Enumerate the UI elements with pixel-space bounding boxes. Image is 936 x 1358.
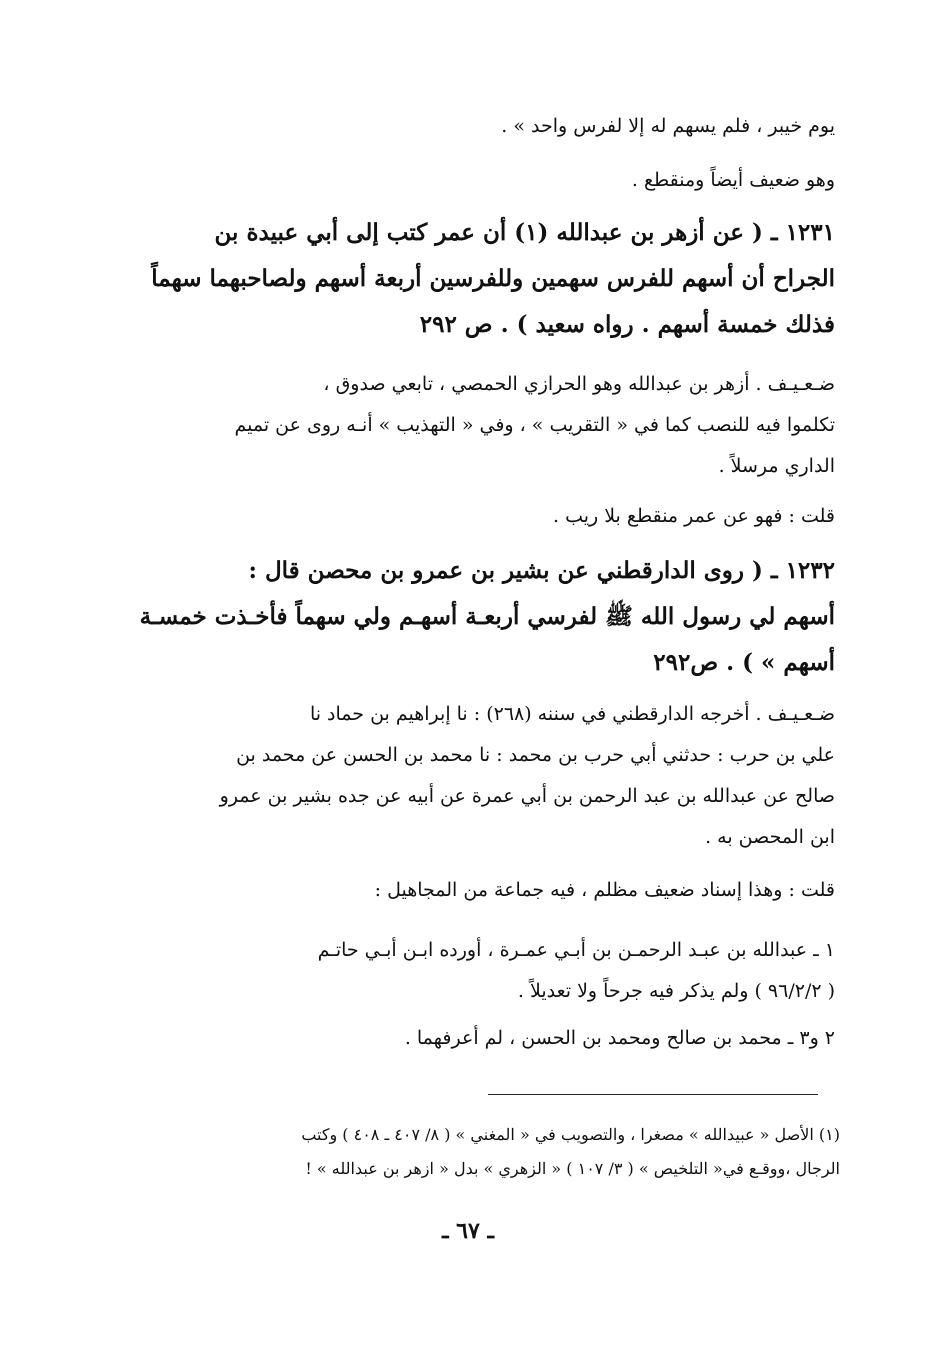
text-line: ( ٩٦/٢/٢ ) ولم يذكر فيه جرحاً ولا تعديلاً . xyxy=(517,980,835,1002)
text-line: قلت : فهو عن عمر منقطع بلا ريب . xyxy=(552,505,835,527)
text-line: الداري مرسلاً . xyxy=(718,455,835,477)
footnotes xyxy=(120,1118,840,1186)
text-line: تكلموا فيه للنصب كما في « التقريب » ، وفي « التهذيب » أنـه روى عن تميم xyxy=(234,414,835,436)
text-line: صالح عن عبدالله بن عبد الرحمن بن أبي عمرة عن أبيه عن جده بشير بن عمرو xyxy=(219,785,835,807)
footnote-line: (١) الأصل « عبيدالله » مصغرا ، والتصويب في « المغني » ( ٨/ ٤٠٧ ـ ٤٠٨ ) وكتب xyxy=(301,1125,840,1144)
narrator-note-2-3 xyxy=(130,1018,873,1059)
text-line: قلت : وهذا إسناد ضعيف مظلم ، فيه جماعة من المجاهيل : xyxy=(374,879,835,901)
text-line: الجراح أن أسهم للفرس سهمين وللفرسين أربعة أسهم ولصاحبهما سهماً xyxy=(151,265,835,292)
text-line: أسهم لي رسول الله ﷺ لفرسي أربعـة أسهـم ولي سهماً فأخـذت خمسـة xyxy=(139,603,835,630)
text-line: وهو ضعيف أيضاً ومنقطع . xyxy=(631,169,835,191)
hadith-1231 xyxy=(130,210,835,348)
commentary-1232 xyxy=(130,694,835,858)
text-line: ضـعـيـف . أزهر بن عبدالله وهو الحرازي الحمصي ، تابعي صدوق ، xyxy=(323,373,835,395)
text-line: ١ ـ عبدالله بن عبـد الرحمـن بن أبـي عمـرة ، أورده ابـن أبـي حاتـم xyxy=(317,939,835,961)
text-line: فذلك خمسة أسهم . رواه سعيد ) . ص ٢٩٢ xyxy=(419,311,835,338)
narrator-note-1 xyxy=(130,930,835,1012)
paragraph-grading-note xyxy=(130,160,873,201)
hadith-1232 xyxy=(130,548,835,686)
text-line: ٢ و٣ ـ محمد بن صالح ومحمد بن الحسن ، لم أعرفهما . xyxy=(404,1027,835,1049)
text-line: ١٢٣١ ـ ( عن أزهر بن عبدالله (١) أن عمر كتب إلى أبي عبيدة بن xyxy=(214,219,835,246)
page-number: ـ ٦٧ ـ xyxy=(442,1218,494,1244)
footnote-line: الرجال ،ووقـع في« التلخيص » ( ٣/ ١٠٧ ) « الزهري » بدل « ازهر بن عبدالله » ! xyxy=(305,1159,840,1178)
qultu-note-1232 xyxy=(130,870,873,911)
paragraph-continuation xyxy=(130,106,835,147)
commentary-1231 xyxy=(130,364,835,487)
text-line: يوم خيبر ، فلم يسهم له إلا لفرس واحد » . xyxy=(501,115,835,137)
text-line: ١٢٣٢ ـ ( روى الدارقطني عن بشير بن عمرو بن محصن قال : xyxy=(248,557,835,584)
footnote-separator xyxy=(488,1094,818,1095)
text-line: علي بن حرب : حدثني أبي حرب بن محمد : نا محمد بن الحسن عن محمد بن xyxy=(236,744,835,766)
text-line: ضـعـيـف . أخرجه الدارقطني في سننه (٢٦٨) : نا إبراهيم بن حماد نا xyxy=(309,703,835,725)
qultu-note-1231 xyxy=(130,496,873,537)
text-line: أسهم » ) . ص٢٩٢ xyxy=(653,649,835,676)
text-line: ابن المحصن به . xyxy=(705,826,835,848)
